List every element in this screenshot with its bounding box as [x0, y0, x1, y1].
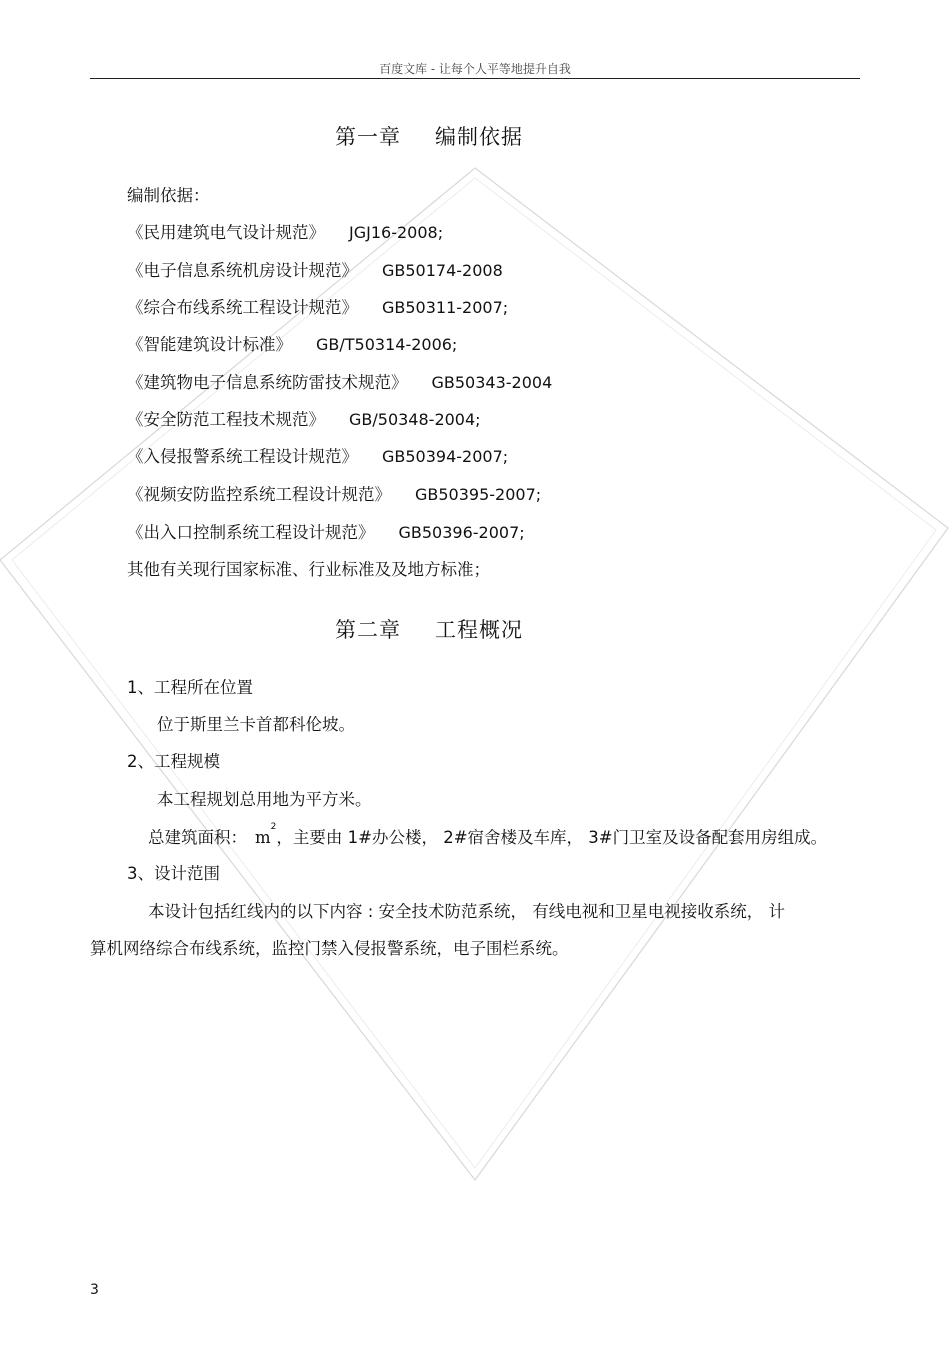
standard-name: 《安全防范工程技术规范》: [127, 410, 325, 429]
section-2-heading: 2、工程规模: [127, 752, 220, 771]
standard-name: 《出入口控制系统工程设计规范》: [127, 523, 375, 542]
standard-item: [127, 294, 508, 318]
section-2-area: [148, 824, 827, 848]
section-2-text: 本工程规划总用地为平方米。: [157, 790, 372, 809]
standard-item: [127, 443, 508, 467]
chapter-2-title: 工程概况: [435, 618, 523, 642]
standard-name: 《智能建筑设计标准》: [127, 335, 292, 354]
other-standards: 其他有关现行国家标准、行业标准及及地方标准；: [127, 560, 490, 579]
section-3-heading: 3、设计范围: [127, 864, 220, 883]
standard-code: GB50396-2007;: [398, 523, 525, 542]
standard-code: GB/T50314-2006;: [316, 335, 458, 354]
chapter-2-heading: [335, 614, 523, 644]
standard-name: 《电子信息系统机房设计规范》: [127, 261, 358, 280]
page-number: 3: [90, 1282, 99, 1298]
standard-code: GB50394-2007;: [382, 447, 509, 466]
chapter-2-number: 第二章: [335, 618, 401, 642]
standard-name: 《民用建筑电气设计规范》: [127, 223, 325, 242]
standard-name: 《视频安防监控系统工程设计规范》: [127, 485, 391, 504]
standard-code: JGJ16-2008;: [349, 223, 444, 242]
standard-name: 《综合布线系统工程设计规范》: [127, 298, 358, 317]
standard-item: [127, 369, 552, 393]
area-description: ，主要由 1#办公楼， 2#宿舍楼及车库， 3#门卫室及设备配套用房组成。: [276, 828, 828, 847]
section-3-text-line-1: 本设计包括红线内的以下内容 : 安全技术防范系统， 有线电视和卫星电视接收系统， 计: [148, 902, 786, 921]
standard-item: [127, 406, 481, 430]
standard-item: [127, 219, 443, 243]
header-divider: [90, 78, 860, 79]
area-unit-superscript: 2: [270, 822, 277, 832]
standard-code: GB50395-2007;: [415, 485, 542, 504]
standard-item: [127, 257, 503, 281]
standard-item: [127, 481, 541, 505]
standard-code: GB/50348-2004;: [349, 410, 481, 429]
chapter-1-number: 第一章: [335, 125, 401, 149]
chapter-1-heading: [335, 121, 523, 151]
standard-item: [127, 331, 457, 355]
section-1-text: 位于斯里兰卡首都科伦坡。: [157, 715, 355, 734]
chapter-1-title: 编制依据: [435, 125, 523, 149]
standard-item: [127, 519, 525, 543]
area-unit: m: [255, 828, 271, 847]
standard-name: 《入侵报警系统工程设计规范》: [127, 447, 358, 466]
basis-intro: 编制依据：: [127, 186, 210, 205]
section-1-heading: 1、工程所在位置: [127, 678, 253, 697]
standard-name: 《建筑物电子信息系统防雷技术规范》: [127, 373, 408, 392]
section-3-text-line-2: 算机网络综合布线系统，监控门禁入侵报警系统，电子围栏系统。: [90, 939, 569, 958]
standard-code: GB50174-2008: [382, 261, 503, 280]
area-label: 总建筑面积：: [148, 828, 247, 847]
page-header: 百度文库 - 让每个人平等地提升自我: [379, 62, 571, 76]
standard-code: GB50343-2004: [431, 373, 553, 392]
standard-code: GB50311-2007;: [382, 298, 509, 317]
